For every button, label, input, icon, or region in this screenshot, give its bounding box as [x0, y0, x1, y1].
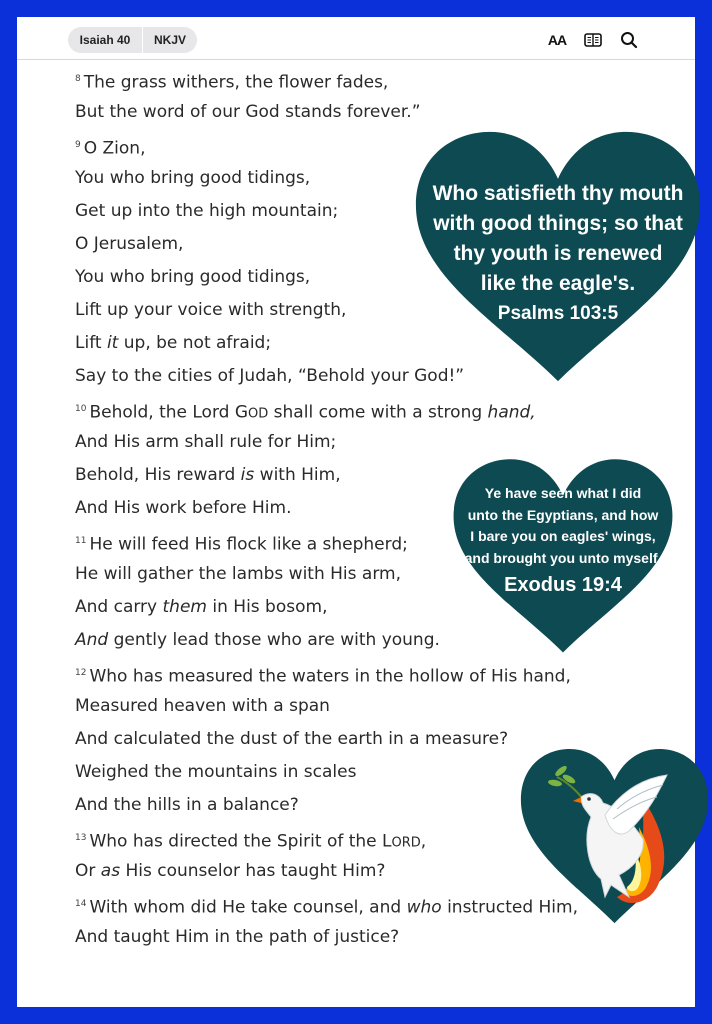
verse-text: ,: [420, 831, 427, 852]
psalms-heart: [410, 129, 706, 387]
top-toolbar: [17, 17, 695, 60]
verse-number: 9: [75, 140, 81, 150]
bible-page: [17, 17, 695, 1007]
verse-text: in His bosom,: [206, 597, 328, 617]
verse-text: He will gather the lambs with His arm,: [75, 564, 401, 584]
verse-text: Measured heaven with a span: [75, 696, 330, 716]
verse-number: 10: [75, 404, 87, 414]
verse-text: shall come with a strong: [268, 402, 488, 423]
psalms-line: thy youth is renewed: [453, 242, 663, 265]
verse-line[interactable]: [75, 426, 695, 459]
verse-text: You who bring good tidings,: [75, 267, 311, 287]
italic-text: it: [106, 333, 119, 353]
verse-number: 8: [75, 74, 81, 84]
reader-book-icon[interactable]: [583, 30, 603, 50]
verse-text: And taught Him in the path of justice?: [75, 927, 400, 947]
verse-line[interactable]: [75, 63, 695, 96]
verse-number: 12: [75, 668, 87, 678]
verse-line[interactable]: [75, 96, 695, 129]
book-chapter-button[interactable]: Isaiah 40: [79, 33, 131, 47]
psalms-line: Who satisfieth thy mouth: [432, 182, 684, 205]
verse-text: Behold, His reward: [75, 465, 241, 485]
verse-text: And His arm shall rule for Him;: [75, 432, 337, 452]
verse-text: And His work before Him.: [75, 498, 292, 518]
verse-text: You who bring good tidings,: [75, 168, 311, 188]
verse-text: And carry: [75, 597, 163, 617]
search-icon[interactable]: [619, 30, 639, 50]
small-caps-text: OD: [248, 406, 269, 422]
verse-text: He will feed His flock like a shepherd;: [89, 534, 408, 555]
verse-line[interactable]: [75, 657, 695, 690]
font-size-icon[interactable]: AA: [547, 32, 567, 48]
italic-text: them: [162, 597, 207, 617]
verse-text: instructed Him,: [441, 897, 578, 918]
verse-text: His counselor has taught Him?: [120, 861, 386, 881]
italic-text: hand,: [487, 402, 536, 423]
exodus-reference: Exodus 19:4: [504, 574, 622, 596]
italic-text: And: [75, 630, 109, 650]
verse-text: with Him,: [254, 465, 341, 485]
verse-text: Lift up your voice with strength,: [75, 300, 347, 320]
verse-text: With whom did He take counsel, and: [89, 897, 407, 918]
psalms-reference: Psalms 103:5: [497, 303, 619, 324]
verse-text: Get up into the high mountain;: [75, 201, 339, 221]
verse-text: Or: [75, 861, 101, 881]
verse-text: Weighed the mountains in scales: [75, 762, 357, 782]
italic-text: who: [406, 897, 442, 918]
exodus-line: Ye have seen what I did: [484, 485, 642, 501]
psalms-quote: [410, 179, 706, 329]
italic-text: as: [100, 861, 121, 881]
verse-text: And the hills in a balance?: [75, 795, 299, 815]
verse-line[interactable]: [75, 393, 695, 426]
psalms-line: like the eagle's.: [480, 272, 636, 295]
small-caps-text: ORD: [391, 835, 421, 851]
verse-text: Say to the cities of Judah, “Behold your God!”: [75, 366, 465, 386]
verse-text: Who has measured the waters in the hollow of His hand,: [89, 666, 571, 687]
exodus-heart: [449, 457, 677, 657]
verse-text: up, be not afraid;: [118, 333, 272, 353]
exodus-line: unto the Egyptians, and how: [467, 506, 659, 523]
verse-text: Behold, the Lord G: [89, 402, 249, 423]
verse-number: 14: [75, 899, 87, 909]
dove-heart: [517, 747, 712, 927]
verse-text: But the word of our God stands forever.”: [75, 102, 421, 122]
version-button[interactable]: NKJV: [153, 33, 186, 47]
verse-text: Who has directed the Spirit of the L: [89, 831, 392, 852]
verse-text: gently lead those who are with young.: [108, 630, 440, 650]
verse-number: 11: [75, 536, 87, 546]
verse-line[interactable]: [75, 690, 695, 723]
verse-text: Lift: [75, 333, 107, 353]
exodus-line: I bare you on eagles' wings,: [470, 528, 656, 544]
passage-selector[interactable]: [68, 27, 197, 53]
exodus-line: and brought you unto myself.: [464, 549, 662, 566]
exodus-quote: [449, 483, 677, 601]
dove-with-olive-branch-and-flame-icon: [547, 757, 687, 907]
verse-text: The grass withers, the flower fades,: [83, 72, 389, 93]
toolbar-actions: [547, 30, 639, 50]
verse-text: And calculated the dust of the earth in a measure?: [75, 729, 509, 749]
verse-number: 13: [75, 833, 87, 843]
italic-text: is: [240, 465, 255, 485]
verse-text: O Jerusalem,: [75, 234, 184, 254]
verse-text: O Zion,: [83, 138, 146, 159]
psalms-line: with good things; so that: [433, 212, 683, 235]
